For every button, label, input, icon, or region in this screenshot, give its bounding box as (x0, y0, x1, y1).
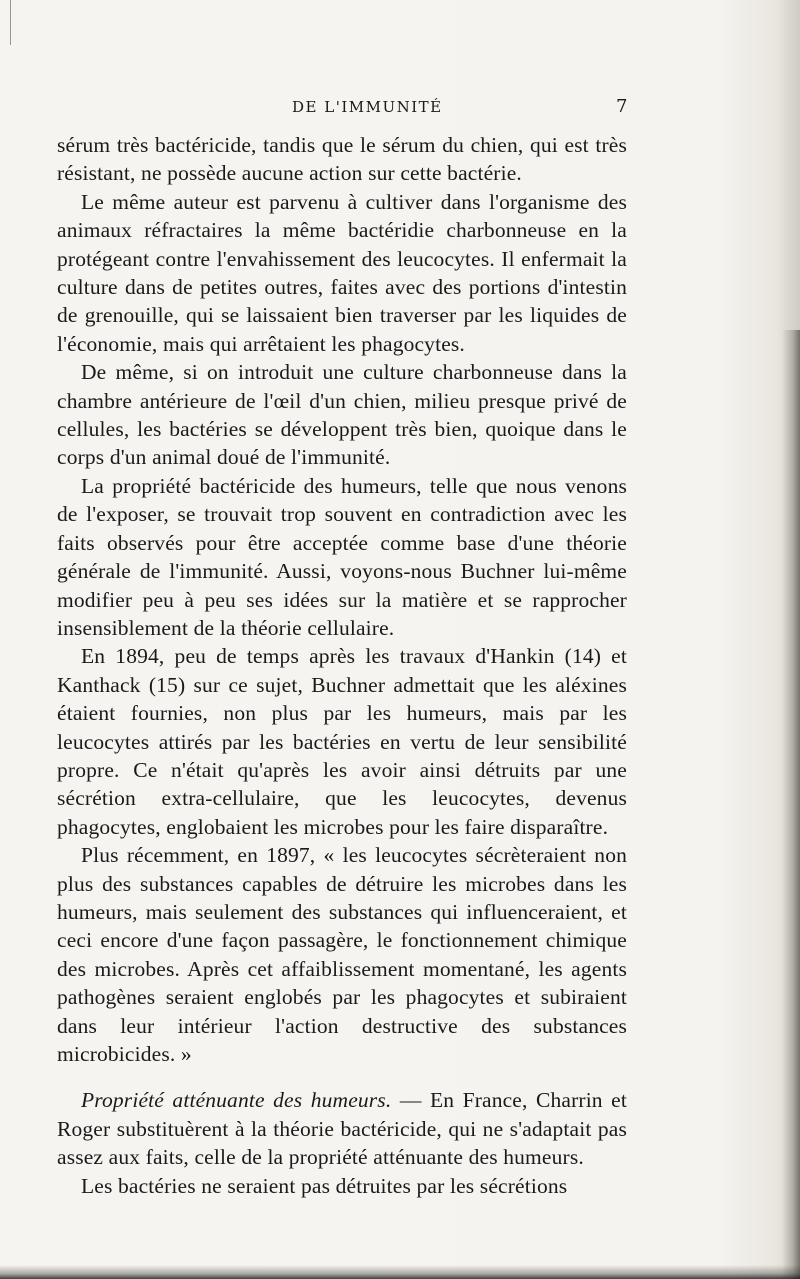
paragraph-4: La propriété bactéricide des humeurs, telle que nous venons de l'exposer, se trouvait trop souvent en contradiction avec les faits observés pour être acceptée comme base d'une théorie générale de l'immunité. Aussi, voyons-nous Buchner lui-même modifier peu à peu ses idées sur la matière et se rapprocher insensiblement de la théorie cellulaire. (57, 473, 627, 640)
section-lead-text: — En France, Charrin et Roger substituèrent à la théorie bactéricide, qui ne s'adaptait pas assez aux faits, celle de la propriété atténuante des humeurs. (57, 1088, 627, 1170)
page-fold-line (10, 0, 11, 45)
page-edge-shadow (782, 330, 800, 1279)
final-paragraph: Les bactéries ne seraient pas détruites par les sécrétions (81, 1173, 568, 1198)
page-number: 7 (616, 96, 628, 117)
paragraph-2: Le même auteur est parvenu à cultiver dans l'organisme des animaux réfractaires la même bactéridie charbonneuse en la protégeant contre l'envahissement des leucocytes. Il enfermait la culture dans de petites outres, faites avec des portions d'intestin de grenouille, qui se laissaient bien traverser par les liquides de l'économie, mais qui arrêtaient les phagocytes. (57, 189, 627, 356)
section-heading: Propriété atténuante des humeurs. (81, 1088, 392, 1113)
body-text (57, 131, 627, 1200)
section-paragraph (57, 1086, 627, 1171)
paragraph-5: En 1894, peu de temps après les travaux d'Hankin (14) et Kanthack (15) sur ce sujet, Buchner admettait que les aléxines étaient fournies, non plus par les humeurs, mais par les leucocytes attirés par les bactéries en vertu de leur sensibilité propre. Ce n'était qu'après les avoir ainsi détruits par une sécrétion extra-cellulaire, que les leucocytes, devenus phagocytes, englobaient les microbes pour les faire disparaître. (57, 644, 627, 839)
paragraph-3: De même, si on introduit une culture charbonneuse dans la chambre antérieure de l'œil d'un chien, milieu presque privé de cellules, les bactéries se développent très bien, quoique dans le corps d'un animal doué de l'immunité. (57, 360, 627, 470)
paragraph-1: sérum très bactéricide, tandis que le sérum du chien, qui est très résistant, ne possède aucune action sur cette bactérie. (57, 133, 627, 186)
bottom-edge-shadow (0, 1265, 800, 1279)
paragraph-6: Plus récemment, en 1897, « les leucocytes sécrèteraient non plus des substances capables de détruire les microbes dans les humeurs, mais seulement des substances qui influenceraient, et ceci encore d'une façon passagère, le fonctionnement chimique des microbes. Après cet affaiblissement momentané, les agents pathogènes seraient englobés par les phagocytes et subiraient dans leur intérieur l'action destructive des substances microbicides. » (57, 843, 627, 1066)
page-header (0, 98, 800, 122)
running-head: DE L'IMMUNITÉ (292, 98, 443, 116)
